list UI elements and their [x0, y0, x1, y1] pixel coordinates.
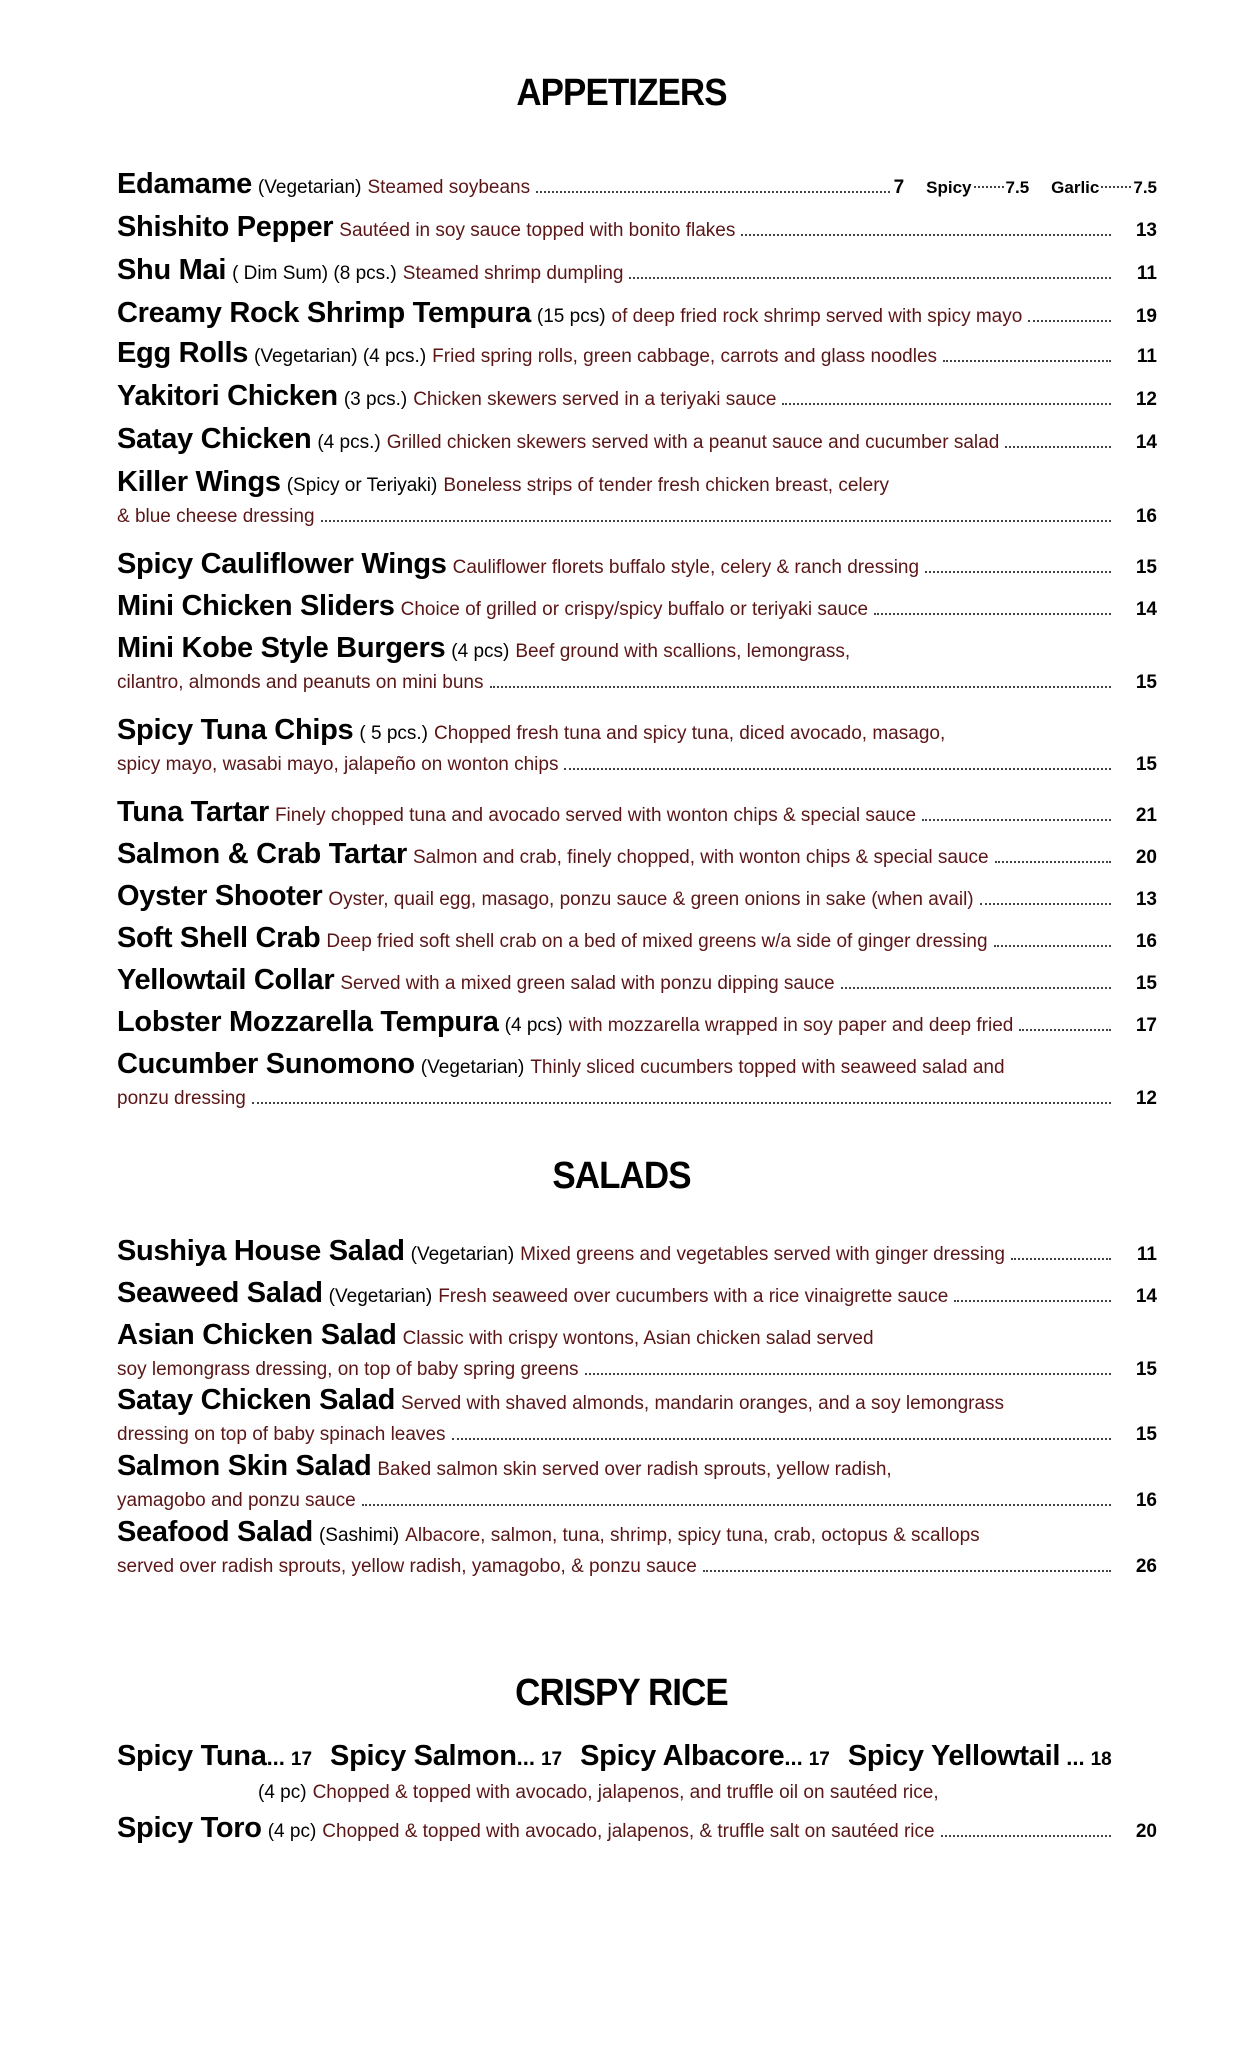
- menu-item-note: (15 pcs): [536, 306, 606, 327]
- menu-item-price: 14: [1135, 432, 1157, 453]
- menu-item-price: 15: [1135, 754, 1157, 775]
- menu-item-price: 15: [1135, 1359, 1157, 1380]
- menu-item-description: Thinly sliced cucumbers topped with seaweed salad and: [530, 1057, 1005, 1078]
- crispy-rice-title: CRISPY RICE: [515, 1672, 728, 1714]
- menu-item-description: Baked salmon skin served over radish sprouts, yellow radish,: [377, 1459, 892, 1480]
- menu-item-description: Choice of grilled or crispy/spicy buffalo or teriyaki sauce: [400, 599, 869, 620]
- menu-item-variant: Spicy: [926, 178, 972, 197]
- menu-item: [117, 880, 1157, 920]
- menu-item-price: 16: [1135, 506, 1157, 527]
- menu-item: [117, 548, 1157, 588]
- menu-item-description: Grilled chicken skewers served with a peanut sauce and cucumber salad: [386, 432, 1000, 453]
- menu-item-name: Mini Chicken Sliders: [117, 590, 395, 622]
- menu-item-description: Oyster, quail egg, masago, ponzu sauce & green onions in sake (when avail): [328, 889, 974, 910]
- menu-item-description: spicy mayo, wasabi mayo, jalapeño on wonton chips: [117, 754, 559, 775]
- menu-item-description: Mixed greens and vegetables served with ginger dressing: [520, 1244, 1005, 1265]
- menu-item-description: with mozzarella wrapped in soy paper and deep fried: [568, 1015, 1014, 1036]
- leader-dots: [1028, 320, 1111, 322]
- menu-item-price: 17: [1135, 1015, 1157, 1036]
- menu-item-price: 7: [893, 177, 905, 198]
- menu-item-name: Edamame: [117, 168, 252, 200]
- menu-item-spicy-toro: Spicy Toro (4 pc) Chopped & topped with avocado, jalapenos, & truffle salt on sautéed rice 20: [117, 1812, 1157, 1844]
- menu-item-description: cilantro, almonds and peanuts on mini buns: [117, 672, 484, 693]
- menu-item-name: Satay Chicken: [117, 423, 312, 455]
- menu-item: [117, 337, 1157, 377]
- leader-dots: [922, 819, 1111, 821]
- menu-item: [117, 1235, 1157, 1275]
- menu-item-note: (Vegetarian): [420, 1057, 525, 1078]
- menu-item-price: 15: [1135, 557, 1157, 578]
- menu-item-note: (Vegetarian): [257, 177, 362, 198]
- menu-item-price: 15: [1135, 672, 1157, 693]
- appetizers-title: APPETIZERS: [516, 72, 727, 114]
- menu-item-price: 21: [1135, 805, 1157, 826]
- menu-item-price: 26: [1135, 1556, 1157, 1577]
- menu-item-name: Spicy Albacore: [580, 1740, 785, 1772]
- menu-item-price: 18: [1090, 1749, 1112, 1770]
- menu-item-name: Killer Wings: [117, 466, 281, 498]
- menu-item-price: 20: [1135, 1821, 1157, 1842]
- menu-item-description: Beef ground with scallions, lemongrass,: [515, 641, 851, 662]
- menu-item-price: 16: [1135, 1490, 1157, 1511]
- menu-item-description: Classic with crispy wontons, Asian chicken salad served: [402, 1328, 874, 1349]
- menu-item-description: soy lemongrass dressing, on top of baby spring greens: [117, 1359, 579, 1380]
- leader-dots: [925, 571, 1111, 573]
- menu-item-description: & blue cheese dressing: [117, 506, 315, 527]
- leader-dots: [741, 234, 1111, 236]
- menu-item-description: Chicken skewers served in a teriyaki sauce: [413, 389, 777, 410]
- menu-item: [117, 297, 1157, 337]
- menu-item-note: (4 pcs.): [317, 432, 381, 453]
- menu-item-name: Oyster Shooter: [117, 880, 323, 912]
- menu-item-price: 11: [1136, 1244, 1157, 1265]
- menu-item-name: Seafood Salad: [117, 1516, 313, 1548]
- menu-item-description: Steamed soybeans: [367, 177, 531, 198]
- menu-item-description: dressing on top of baby spinach leaves: [117, 1424, 446, 1445]
- menu-item-note: ( 5 pcs.): [359, 723, 428, 744]
- menu-item: [117, 590, 1157, 630]
- menu-item-note: ( Dim Sum) (8 pcs.): [232, 263, 397, 284]
- menu-item-price: 20: [1135, 847, 1157, 868]
- menu-item-name: Soft Shell Crab: [117, 922, 321, 954]
- menu-item: [117, 714, 1157, 784]
- menu-item-price: 16: [1135, 931, 1157, 952]
- leader-dots: [995, 861, 1111, 863]
- leader-dots: [782, 403, 1111, 405]
- menu-item-price: 17: [808, 1749, 830, 1770]
- leader-dots: [585, 1373, 1111, 1375]
- menu-item-name: Spicy Salmon: [330, 1740, 517, 1772]
- menu-item: [117, 211, 1157, 251]
- menu-item-name: Shu Mai: [117, 254, 227, 286]
- menu-item-name: Salmon Skin Salad: [117, 1450, 372, 1482]
- menu-item-note: (4 pcs): [451, 641, 510, 662]
- leader-dots: [252, 1102, 1111, 1104]
- crispy-rice-desc: (4 pc) Chopped & topped with avocado, jalapenos, and truffle oil on sautéed rice,: [258, 1782, 939, 1803]
- menu-item-variant: Garlic: [1051, 178, 1100, 197]
- menu-item-price: 15: [1135, 1424, 1157, 1445]
- leader-dots: [1011, 1258, 1111, 1260]
- menu-item: [117, 632, 1157, 702]
- menu-item: [117, 254, 1157, 294]
- menu-item-description: Salmon and crab, finely chopped, with wonton chips & special sauce: [412, 847, 989, 868]
- menu-item-price: 14: [1135, 599, 1157, 620]
- menu-item: [117, 1319, 1157, 1389]
- menu-item-price: 12: [1135, 389, 1157, 410]
- menu-item-description: Served with a mixed green salad with ponzu dipping sauce: [340, 973, 835, 994]
- menu-item: [117, 964, 1157, 1004]
- menu-item-note: (Spicy or Teriyaki): [286, 475, 438, 496]
- menu-item: [117, 1516, 1157, 1586]
- leader-dots: [490, 686, 1111, 688]
- menu-item-name: Tuna Tartar: [117, 796, 269, 828]
- menu-item-name: Shishito Pepper: [117, 211, 334, 243]
- leader-dots: [564, 768, 1111, 770]
- menu-item-price: 15: [1135, 973, 1157, 994]
- menu-item-price: 17: [290, 1749, 313, 1770]
- menu-item-name: Sushiya House Salad: [117, 1235, 405, 1267]
- menu-item: [117, 838, 1157, 878]
- menu-item-price: 11: [1136, 263, 1157, 284]
- menu-item-note: (Vegetarian): [410, 1244, 515, 1265]
- menu-item-price: 12: [1135, 1088, 1157, 1109]
- menu-item-name: Yakitori Chicken: [117, 380, 338, 412]
- menu-item: [117, 1006, 1157, 1046]
- menu-item: [117, 1048, 1157, 1118]
- menu-item-description: Served with shaved almonds, mandarin oranges, and a soy lemongrass: [401, 1393, 1005, 1414]
- menu-item-name: Asian Chicken Salad: [117, 1319, 397, 1351]
- menu-item-name: Egg Rolls: [117, 337, 249, 369]
- menu-item-description: Fresh seaweed over cucumbers with a rice vinaigrette sauce: [438, 1286, 949, 1307]
- menu-item: [117, 380, 1157, 420]
- menu-item-description: Sautéed in soy sauce topped with bonito flakes: [339, 220, 736, 241]
- leader-dots: [954, 1300, 1111, 1302]
- menu-item-name: Yellowtail Collar: [117, 964, 335, 996]
- leader-dots: [536, 191, 889, 193]
- menu-item-description: Fried spring rolls, green cabbage, carrots and glass noodles: [432, 346, 938, 367]
- menu-item-note: (Vegetarian) (4 pcs.): [254, 346, 427, 367]
- leader-dots: [703, 1570, 1111, 1572]
- menu-item: [117, 1450, 1157, 1520]
- menu-item: [117, 168, 1157, 208]
- menu-item-name: Mini Kobe Style Burgers: [117, 632, 446, 664]
- menu-item-price: 17: [540, 1749, 563, 1770]
- leader-dots: [321, 520, 1111, 522]
- menu-item: [117, 1384, 1157, 1454]
- menu-item-description: yamagobo and ponzu sauce: [117, 1490, 356, 1511]
- menu-item-description: of deep fried rock shrimp served with spicy mayo: [611, 306, 1023, 327]
- menu-item-name: Lobster Mozzarella Tempura: [117, 1006, 499, 1038]
- menu-item-description: ponzu dressing: [117, 1088, 246, 1109]
- menu-item-note: (3 pcs.): [343, 389, 408, 410]
- crispy-rice-row: Spicy Tuna ... 17 Spicy Salmon ... 17 Spicy Albacore ... 17 Spicy Yellowtail ... 18: [117, 1740, 1112, 1772]
- menu-item: [117, 922, 1157, 962]
- menu-item-name: Spicy Tuna Chips: [117, 714, 354, 746]
- menu-item-name: Cucumber Sunomono: [117, 1048, 415, 1080]
- menu-item-price: 11: [1136, 346, 1157, 367]
- menu-item-price: 13: [1135, 220, 1157, 241]
- leader-dots: [980, 903, 1111, 905]
- menu-item: [117, 796, 1157, 836]
- menu-item: [117, 1277, 1157, 1317]
- menu-item-variant-price: 7.5: [1133, 178, 1157, 197]
- leader-dots: [1005, 446, 1111, 448]
- leader-dots: [452, 1438, 1112, 1440]
- menu-item-description: Boneless strips of tender fresh chicken breast, celery: [443, 475, 890, 496]
- menu-item-description: Finely chopped tuna and avocado served with wonton chips & special sauce: [274, 805, 917, 826]
- leader-dots: [1019, 1029, 1111, 1031]
- menu-item-name: Salmon & Crab Tartar: [117, 838, 407, 870]
- menu-item-name: Spicy Cauliflower Wings: [117, 548, 447, 580]
- menu-item-description: Cauliflower florets buffalo style, celery & ranch dressing: [452, 557, 920, 578]
- menu-item-name: Seaweed Salad: [117, 1277, 323, 1309]
- menu-item-description: Albacore, salmon, tuna, shrimp, spicy tuna, crab, octopus & scallops: [405, 1525, 980, 1546]
- leader-dots: [943, 360, 1111, 362]
- menu-item-description: Steamed shrimp dumpling: [402, 263, 624, 284]
- menu-item-description: Chopped fresh tuna and spicy tuna, diced avocado, masago,: [434, 723, 946, 744]
- leader-dots: [841, 987, 1111, 989]
- menu-item-price: 14: [1135, 1286, 1157, 1307]
- menu-item-price: 19: [1135, 306, 1157, 327]
- salads-title: SALADS: [552, 1155, 691, 1197]
- menu-item-name: Spicy Tuna: [117, 1740, 267, 1772]
- menu-item-note: (4 pcs): [504, 1015, 563, 1036]
- menu-item-name: Creamy Rock Shrimp Tempura: [117, 297, 531, 329]
- menu-item-note: (Sashimi): [318, 1525, 400, 1546]
- menu-item-name: Spicy Toro: [117, 1812, 262, 1844]
- menu-item-description: served over radish sprouts, yellow radish, yamagobo, & ponzu sauce: [117, 1556, 697, 1577]
- menu-item-name: Satay Chicken Salad: [117, 1384, 395, 1416]
- menu-item-variant-price: 7.5: [1005, 178, 1030, 197]
- leader-dots: [362, 1504, 1111, 1506]
- leader-dots: [874, 613, 1111, 615]
- menu-item-note: (Vegetarian): [328, 1286, 433, 1307]
- leader-dots: [629, 277, 1111, 279]
- leader-dots: [994, 945, 1111, 947]
- menu-item-name: Spicy Yellowtail: [847, 1740, 1061, 1772]
- menu-item: [117, 423, 1157, 463]
- menu-item: [117, 466, 1157, 536]
- menu-item-price: 13: [1135, 889, 1157, 910]
- menu-item-description: Deep fried soft shell crab on a bed of mixed greens w/a side of ginger dressing: [326, 931, 988, 952]
